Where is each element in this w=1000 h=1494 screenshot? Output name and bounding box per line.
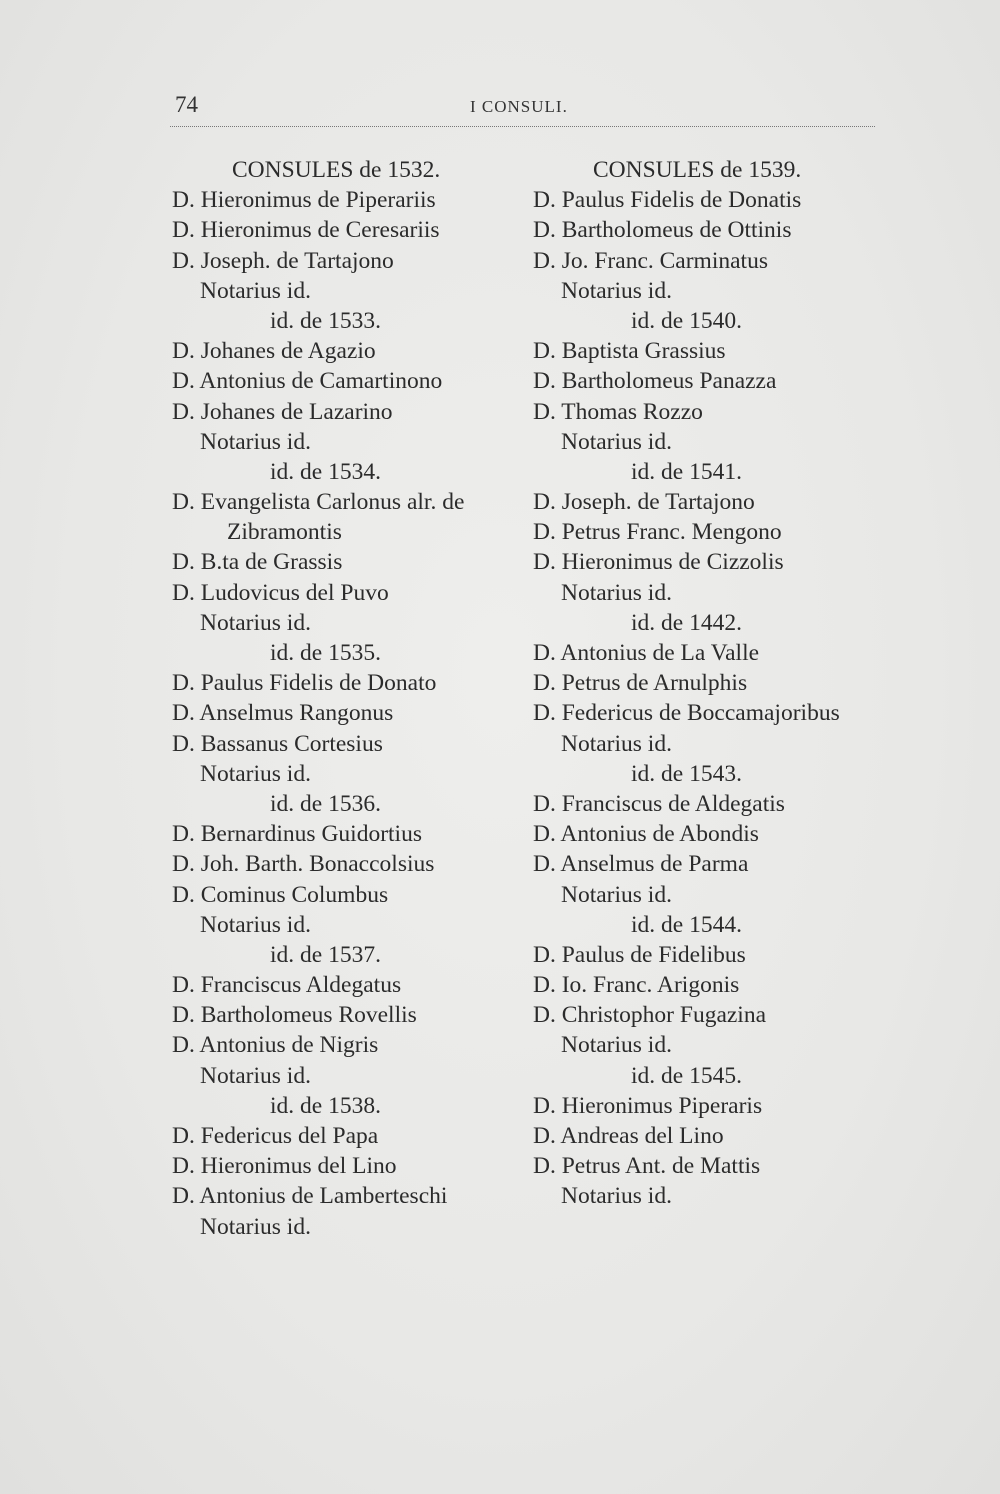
consul-name-line: D. Antonius de Abondis xyxy=(533,821,759,848)
year-heading: id. de 1442. xyxy=(631,609,742,636)
consul-name-line: D. Hieronimus de Piperariis xyxy=(172,187,436,214)
name-continuation-line: Zibramontis xyxy=(227,519,342,546)
consul-name-line: D. Cominus Columbus xyxy=(172,881,389,908)
consul-name-line: D. Franciscus de Aldegatis xyxy=(533,790,785,817)
consul-name-line: D. Johanes de Lazarino xyxy=(172,398,393,425)
notary-line: Notarius id. xyxy=(561,277,672,304)
page-number: 74 xyxy=(175,92,198,117)
notary-line: Notarius id. xyxy=(561,881,672,908)
notary-line: Notarius id. xyxy=(200,1213,311,1240)
consul-name-line: D. Paulus Fidelis de Donatis xyxy=(533,187,802,214)
notary-line: Notarius id. xyxy=(200,1062,311,1089)
year-heading: id. de 1536. xyxy=(270,790,381,817)
notary-line: Notarius id. xyxy=(200,760,311,787)
consul-name-line: D. Petrus Franc. Mengono xyxy=(533,519,782,546)
consul-name-line: D. Ludovicus del Puvo xyxy=(172,579,389,606)
notary-line: Notarius id. xyxy=(200,277,311,304)
notary-line: Notarius id. xyxy=(561,1183,672,1210)
notary-line: Notarius id. xyxy=(561,1032,672,1059)
consul-name-line: D. Antonius de Camartinono xyxy=(172,368,443,395)
year-heading: id. de 1544. xyxy=(631,911,742,938)
consul-name-line: D. Bartholomeus Rovellis xyxy=(172,1002,417,1029)
consul-name-line: D. Antonius de Nigris xyxy=(172,1032,379,1059)
notary-line: Notarius id. xyxy=(200,609,311,636)
consul-name-line: D. Federicus de Boccamajoribus xyxy=(533,700,840,727)
page-header xyxy=(170,88,875,128)
consul-name-line: D. B.ta de Grassis xyxy=(172,549,343,576)
notary-line: Notarius id. xyxy=(561,730,672,757)
left-column xyxy=(172,155,532,1242)
section-heading: CONSULES de 1539. xyxy=(593,157,802,183)
consul-name-line: D. Hieronimus Piperaris xyxy=(533,1092,763,1119)
consul-name-line: D. Christophor Fugazina xyxy=(533,1002,767,1029)
consul-name-line: D. Petrus de Arnulphis xyxy=(533,670,748,697)
consul-name-line: D. Io. Franc. Arigonis xyxy=(533,972,740,999)
year-heading: id. de 1540. xyxy=(631,307,742,334)
consul-name-line: D. Paulus Fidelis de Donato xyxy=(172,670,437,697)
year-heading: id. de 1543. xyxy=(631,760,742,787)
consul-name-line: D. Joseph. de Tartajono xyxy=(533,489,755,516)
consul-name-line: D. Jo. Franc. Carminatus xyxy=(533,247,768,274)
consul-name-line: D. Federicus del Papa xyxy=(172,1123,379,1149)
consul-name-line: D. Bartholomeus Panazza xyxy=(533,368,777,395)
consul-name-line: D. Joseph. de Tartajono xyxy=(172,247,394,274)
right-column xyxy=(533,155,893,1212)
notary-line: Notarius id. xyxy=(561,579,672,606)
consul-name-line: D. Anselmus de Parma xyxy=(533,851,749,878)
consul-name-line: D. Joh. Barth. Bonaccolsius xyxy=(172,851,435,878)
consul-name-line: D. Thomas Rozzo xyxy=(533,398,703,425)
consul-name-line: D. Bassanus Cortesius xyxy=(172,730,383,757)
year-heading: id. de 1535. xyxy=(270,640,381,666)
notary-line: Notarius id. xyxy=(561,428,672,455)
consul-name-line: D. Hieronimus de Cizzolis xyxy=(533,549,784,576)
notary-line: Notarius id. xyxy=(200,911,311,938)
running-title: I CONSULI. xyxy=(470,97,568,116)
consul-name-line: D. Bartholomeus de Ottinis xyxy=(533,217,792,244)
year-heading: id. de 1541. xyxy=(631,458,742,485)
consul-name-line: D. Antonius de Lamberteschi xyxy=(172,1183,448,1210)
notary-line: Notarius id. xyxy=(200,428,311,455)
consul-name-line: D. Baptista Grassius xyxy=(533,338,726,365)
year-heading: id. de 1537. xyxy=(270,941,381,968)
consul-name-line: D. Hieronimus del Lino xyxy=(172,1153,397,1180)
consul-name-line: D. Anselmus Rangonus xyxy=(172,700,394,727)
year-heading: id. de 1533. xyxy=(270,307,381,334)
year-heading: id. de 1534. xyxy=(270,458,381,485)
consul-name-line: D. Antonius de La Valle xyxy=(533,640,760,666)
consul-name-line: D. Franciscus Aldegatus xyxy=(172,972,402,999)
consul-name-line: D. Petrus Ant. de Mattis xyxy=(533,1153,761,1180)
consul-name-line: D. Johanes de Agazio xyxy=(172,338,376,365)
consul-name-line: D. Bernardinus Guidortius xyxy=(172,821,422,848)
year-heading: id. de 1538. xyxy=(270,1092,381,1119)
consul-name-line: D. Hieronimus de Ceresariis xyxy=(172,217,440,244)
header-divider xyxy=(170,126,875,127)
year-heading: id. de 1545. xyxy=(631,1062,742,1089)
consul-name-line: D. Paulus de Fidelibus xyxy=(533,941,746,968)
section-heading: CONSULES de 1532. xyxy=(232,157,441,183)
consul-name-line: D. Evangelista Carlonus alr. de xyxy=(172,489,465,516)
consul-name-line: D. Andreas del Lino xyxy=(533,1123,724,1149)
